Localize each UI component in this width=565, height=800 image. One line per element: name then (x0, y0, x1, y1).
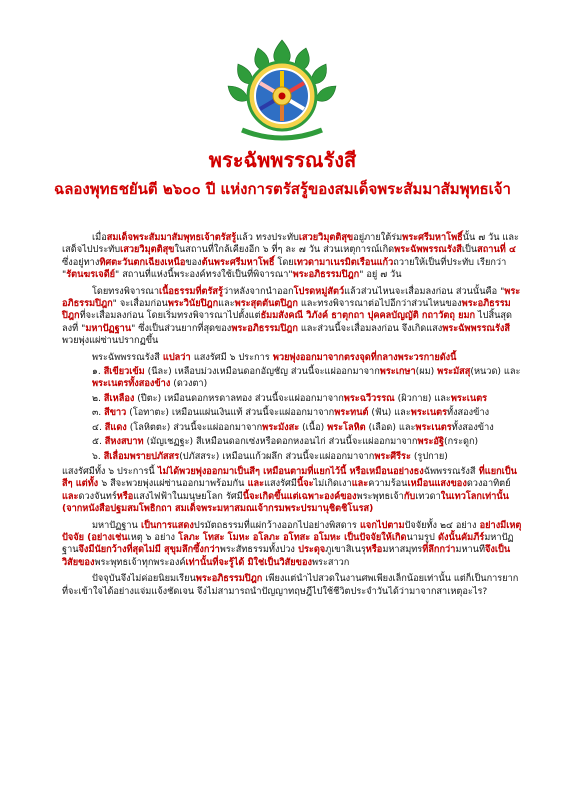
paragraph-4 (62, 466, 522, 516)
body-text: (เนื้อ) (299, 421, 328, 433)
emphasis-text: ต้นพระศรีมหาโพธิ์ (201, 256, 275, 268)
emphasis-text: สีหงสบาท (104, 436, 144, 448)
body-text: " จะเสื่อมก่อน (112, 298, 168, 310)
emphasis-text: พระอภิธรรมปิฎก (195, 573, 263, 585)
body-text: โดย (274, 256, 294, 268)
body-text: เพียงแต่นำไปสวดในงานศพเพียงเล็กน้อยเท่านั้น แต่ก็เป็นการยากที่จะเข้าใจได้อย่างแจ่มแจ้งชัดเจน จึงไม่สามารถนำปัญญาทฤษฎีไปใช้ชีวิตประจำวันได้ว่ามาจากสาเหตุอะไร? (62, 573, 519, 597)
body-text: " สถานที่แห่งนี้พระองค์ทรงใช้เป็นที่พิจารณา" (115, 269, 293, 281)
emphasis-text: ประดุจ (294, 544, 326, 556)
body-text: (ดวงตา) (170, 378, 208, 390)
body-text: " อยู่ ๗ วัน (359, 269, 402, 281)
body-text: ซึ่งอยู่ทาง (62, 256, 100, 268)
body-text: ว่าหลังจากนำออก (222, 285, 294, 297)
emphasis-text: พระโลหิต (327, 421, 366, 433)
paragraph-5 (62, 520, 522, 570)
ray-list-item (62, 436, 522, 448)
body-text: และ (218, 298, 235, 310)
body-text: ดวงอาทิตย์ (466, 478, 511, 490)
body-text: พระฉัพพรรณรังสี (92, 351, 160, 363)
ray-list (62, 366, 522, 463)
body-text: มหาปัฏฐาน (62, 531, 514, 556)
body-text: ๒. (92, 392, 104, 404)
body-text: นั้น ๗ วัน และเสด็จไปประทับ (62, 232, 519, 256)
body-text: ๔. (92, 421, 105, 433)
body-text: แสงรัศมี (264, 478, 297, 490)
emphasis-text: สีขาว (104, 407, 127, 419)
body-text: ปรมัตถธรรมที่แผ่กว้างออกไปอย่างพิสดาร (193, 519, 357, 531)
body-text: ๖ สีจะพวยพุ่งแผ่ซ่านออกมาพร้อมกัน (101, 478, 245, 490)
body-text: พระพุทธเจ้าทุกพระองค์ (94, 556, 186, 568)
emphasis-text: พระอภิธรรมปิฎก (62, 285, 521, 310)
emphasis-text: โลภะ โทสะ โมหะ อโลภะ อโทสะ อโมหะ เป็นปัจจัยให้เกิด (174, 531, 407, 543)
paragraph-1 (62, 232, 522, 282)
body-text: ๖. (92, 450, 104, 462)
emphasis-text: พระเนตร (415, 421, 452, 433)
article-body (62, 232, 522, 602)
body-text: แล้วส่วนไหนจะเสื่อมลงก่อน ส่วนนั้นคือ " (344, 285, 505, 297)
body-text: ปัจจัยทั้ง ๒๔ อย่าง (404, 519, 477, 531)
body-text: (มัญเชฏฐะ) สีเหมือนดอกเซ่งหรือดอกหงอนไก่ ส่วนนี้จะแผ่ออกมาจาก (143, 436, 418, 448)
emphasis-text: ดังนั้นคัมภีร์ (434, 531, 485, 543)
emphasis-text: อย่างมีเหตุปัจจัย (อย่างเช่น (62, 519, 522, 543)
emphasis-text: สีเลื่อมพรายปภัสสร (103, 450, 180, 462)
paragraph-6 (62, 573, 522, 598)
ray-list-item (62, 366, 522, 391)
emphasis-text: พระฉัพพรรณรังสี (394, 244, 462, 256)
body-text: (เลือด) และ (365, 421, 416, 433)
emphasis-text: พระศรีมหาโพธิ์ (402, 232, 463, 243)
body-text: มหาสมุทร (382, 544, 423, 556)
emphasis-text: นี้จะ (296, 478, 314, 490)
body-text: แสงไฟฟ้าในมนุษยโลก (133, 490, 223, 502)
emphasis-text: และ (62, 490, 79, 502)
body-text: พระพุทธเจ้า (356, 490, 404, 502)
emphasis-text: เป็นการแสดง (137, 519, 194, 531)
emphasis-text: พระวินัยปิฎก (167, 298, 219, 310)
emphasis-text: จึงเป็นวิสัยของ (62, 544, 511, 568)
body-text: แล้ว ทรงประทับ (236, 232, 299, 243)
body-text: ดวงจันทร์ (78, 490, 117, 502)
emphasis-text: ไม่ได้พวยพุ่งออกมาเป็นสีๆ เหมือนตามที่แยกไว้นี้ หรือเหมือนอย่างธง (154, 465, 424, 477)
page-subtitle: ฉลองพุทธชยันตี ๒๖๐๐ ปี แห่งการตรัสรู้ของสมเด็จพระสัมมาสัมพุทธเจ้า (54, 180, 511, 198)
body-text: และส่วนนี้จะเสื่อมลงก่อน จึงเกิดแสง (297, 322, 443, 334)
emphasis-text: พระฉวีวรรณ (343, 392, 395, 404)
body-text: ภูเขาสิเนรุ (325, 544, 366, 556)
circular-seal-logo (212, 38, 352, 146)
body-text: ๑. (92, 366, 104, 378)
emphasis-text: เนื้อธรรมที่ตรัสรู้ (158, 285, 223, 297)
emphasis-text: ธัมมสังคณี วิภังค์ ธาตุกถา ปุคคลบัญญัติ กถาวัตถุ ยมก (260, 310, 476, 322)
emphasis-text: พระอัฐิ (417, 436, 445, 448)
body-text: โดยทรงพิจารณา (92, 285, 159, 297)
emphasis-text: พระฉัพพรรณรังสี (442, 322, 510, 334)
emphasis-text: เสวยวิมุตติสุข (298, 232, 354, 243)
emphasis-text: เทวดามาเนรมิตเรือนแก้ว (293, 256, 394, 268)
body-text: (ผิวกาย) และ (394, 392, 451, 404)
body-text: (กระดูก) (444, 436, 479, 448)
body-text: แสงรัศมี ๖ ประการ (193, 351, 270, 363)
paragraph-2 (62, 286, 522, 348)
body-text: ในสถานที่ใกล้เคียงอีก ๖ ที่ๆ ละ ๗ วัน ส่วนเหตุการณ์เกิด (174, 244, 395, 256)
emphasis-text: เหมือนแสงของ (407, 478, 467, 490)
ray-list-item (62, 407, 522, 419)
emphasis-text: และ (351, 478, 369, 490)
body-text: (ปีตะ) เหมือนดอกหรดาลทอง ส่วนนี้จะแผ่ออกมาจาก (134, 392, 344, 404)
emphasis-text: พระอภิธรรมปิฎก (62, 298, 511, 322)
ray-list-item (62, 451, 522, 463)
body-text: ฉัพพรรณรังสี (423, 465, 476, 477)
emphasis-text: กับ (403, 490, 416, 502)
emphasis-text: มหาปัฏฐาน (85, 322, 132, 334)
emphasis-text: สีเขียวเข้ม (103, 366, 145, 378)
body-text: ปัจจุบันจึงไม่ค่อยนิยมเรียน (92, 573, 196, 585)
emphasis-text: พระมังสะ (262, 421, 300, 433)
body-text: (หนวด) และ (470, 366, 521, 378)
body-text: (ผม) (415, 366, 438, 378)
emphasis-text: สถานที่ ๔ (477, 244, 516, 256)
body-text: ถวายให้เป็นที่ประทับ เรียกว่า " (62, 256, 507, 281)
emphasis-text: ในเทวโลกเท่านั้น (จากหนังสือปฐมสมโพธิกถา สมเด็จพระมหาสมณเจ้ากรมพระปรมานุชิตชิโนรส) (62, 490, 509, 515)
ray-list-item (62, 422, 522, 434)
body-text: (โอทาตะ) เหมือนแผ่นเงินแท้ ส่วนนี้จะแผ่ออกมาจาก (126, 407, 335, 419)
emphasis-text: หรือ (116, 490, 134, 502)
body-text: ทั้งสองข้าง (451, 421, 494, 433)
body-text: เหตุ ๖ อย่าง (127, 531, 175, 543)
body-text: พวยพุ่งแผ่ซ่านปรากฏขึ้น (62, 335, 159, 347)
emphasis-text: เท่านั้นที่จะรู้ได้ มิใช่เป็นวิสัยของ (185, 556, 312, 568)
emphasis-text: ที่แยกเป็นสีๆ แต่ทั้ง (62, 465, 517, 490)
body-text: (รูปกาย) (410, 450, 448, 462)
body-text: ทั้งสองข้าง (447, 407, 490, 419)
body-text: เป็น (461, 244, 478, 256)
body-text: ของ (185, 256, 202, 268)
body-text: เทวดา (415, 490, 441, 502)
emphasis-text: พระอภิธรรมปิฎก (292, 269, 360, 281)
emphasis-text: พระมัสสุ (437, 366, 471, 378)
body-text: ที่จะเสื่อมลงก่อน โดยเริ่มทรงพิจารณาไปตั้งแต่ (79, 310, 261, 322)
body-text: ไม่เกิดเงา (313, 478, 352, 490)
emphasis-text: ทิศตะวันตกเฉียงเหนือ (99, 256, 186, 268)
emphasis-text: นี้จะเกิดขึ้นแต่เฉพาะองค์ของ (242, 490, 357, 502)
paragraph-rays-intro (62, 352, 522, 364)
emphasis-text: พระเกษา (379, 366, 416, 378)
body-text: (ปภัสสระ) เหมือนแก้วผลึก ส่วนนี้จะแผ่ออกมาจาก (179, 450, 375, 462)
emphasis-text: เสวยวิมุตติสุข (120, 244, 175, 256)
ray-list-item (62, 393, 522, 405)
body-text: ไปสิ้นสุดลงที่ " (62, 310, 512, 334)
body-text: นามรูป (406, 531, 435, 543)
emphasis-text: แปลว่า (159, 351, 194, 363)
body-text: " ซึ่งเป็นส่วนยากที่สุดของ (131, 322, 232, 334)
body-text: อยู่ภายใต้ร่ม (353, 232, 403, 243)
emphasis-text: แจกไปตาม (356, 519, 405, 531)
page-title: พระฉัพพรรณรังสี (208, 148, 357, 172)
emphasis-text: หรือ (365, 544, 383, 556)
body-text: (นีละ) เหลือบม่วงเหมือนดอกอัญชัญ ส่วนนี้จะแผ่ออกมาจาก (144, 366, 380, 378)
body-text: (โลหิตตะ) ส่วนนี้จะแผ่ออกมาจาก (126, 421, 263, 433)
body-text: มหานที (455, 544, 485, 556)
body-text: ๓. (92, 407, 105, 419)
emphasis-text: สมเด็จพระสัมมาสัมพุทธเจ้าตรัสรู้ (106, 232, 237, 243)
emphasis-text: สีเหลือง (103, 392, 135, 404)
emphasis-text: พระศีรีระ (374, 450, 411, 462)
emphasis-text: พระสุตตันตปิฎก (234, 298, 298, 310)
body-text: รัศมี (225, 490, 243, 502)
emphasis-text: โปรดหมู่สัตว์ (293, 285, 345, 297)
emphasis-text: รัตนฆรเจดีย์ (66, 269, 116, 281)
emphasis-text: พระเนตรทั้งสองข้าง (92, 378, 171, 390)
body-text: และทรงพิจารณาต่อไปอีกว่าส่วนไหนของ (297, 298, 462, 310)
emphasis-text: และ (244, 478, 265, 490)
body-text: พระสาวก (311, 556, 350, 568)
body-text: เมื่อ (92, 232, 107, 243)
emphasis-text: พระเนตร (450, 392, 488, 404)
emphasis-text: สีแดง (104, 421, 127, 433)
emphasis-text: จึงมีนัยกว้างที่สุดไม่มี สุขุมลึกซึ้งกว่า (78, 544, 220, 556)
emphasis-text: พวยพุ่งออกมาจากตรงจุดที่กลางพระวรกายดังนี้ (269, 351, 457, 363)
emphasis-text: พระอภิธรรมปิฎก (231, 322, 298, 334)
body-text: (ฟัน) และ (368, 407, 411, 419)
emphasis-text: พระเนตร (410, 407, 448, 419)
body-text: พระสัทธรรมทั้งปวง (219, 544, 295, 556)
emphasis-text: ที่ลึกกว่า (422, 544, 456, 556)
body-text: ความร้อน (368, 478, 408, 490)
body-text: มหาปัฏฐาน (92, 519, 138, 531)
emphasis-text: พระทนต์ (334, 407, 369, 419)
body-text: ๕. (92, 436, 105, 448)
body-text: แสงรัศมีทั้ง ๖ ประการนี้ (62, 465, 155, 477)
